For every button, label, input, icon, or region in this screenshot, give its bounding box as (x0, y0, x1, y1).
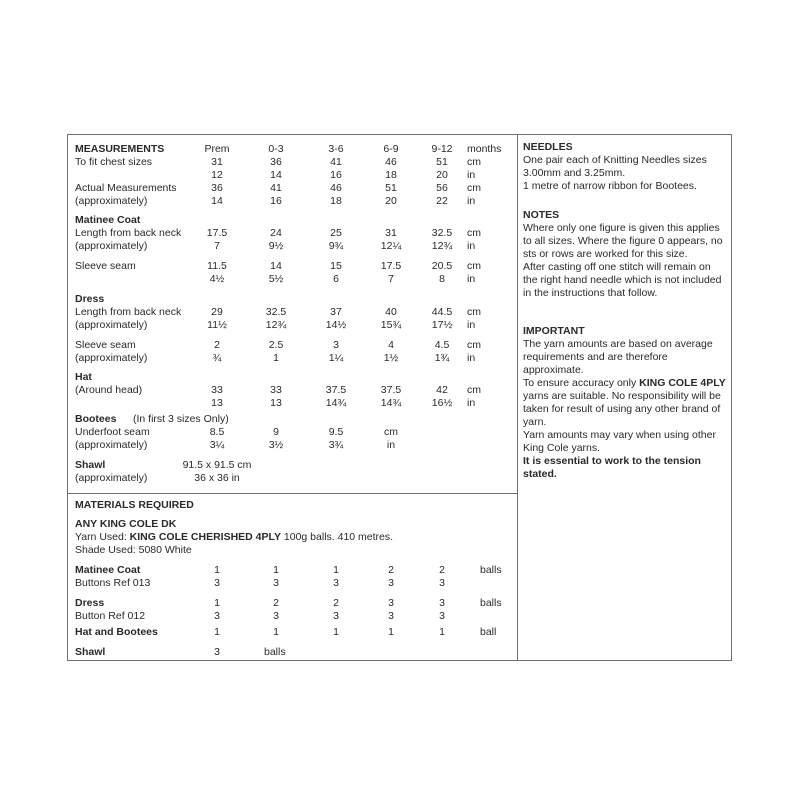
section-divider (67, 493, 518, 494)
dress-row-value: 1 (273, 352, 279, 364)
materials-matinee-value: 2 (439, 564, 445, 576)
materials-matinee-label: Matinee Coat (75, 564, 141, 576)
notes-text-1: Where only one figure is given this applies to all sizes. Where the figure 0 appears, no sts or rows are worked for this size. (523, 222, 723, 260)
dress-row-value: 1¼ (328, 352, 344, 364)
hat-row-value: 14¾ (325, 397, 347, 409)
dress-row-value: 2 (214, 339, 220, 351)
dress-row-value: 29 (211, 306, 223, 318)
dress-row-value: 44.5 (431, 306, 453, 318)
button-ref-value: 3 (439, 610, 445, 622)
chest-row-value: 51 (385, 182, 397, 194)
matinee-row-value: 4½ (209, 273, 225, 285)
matinee-row-label: (approximately) (75, 240, 148, 252)
chest-row-value: 56 (436, 182, 448, 194)
hat-row-unit: in (467, 397, 476, 409)
matinee-header: Matinee Coat (75, 214, 141, 226)
column-divider (517, 134, 518, 661)
important-text-2: To ensure accuracy only KING COLE 4PLY yarns are suitable. No responsibility will be taken for result of using any other brand of yarn. (523, 377, 726, 428)
hat-row-value: 16½ (431, 397, 453, 409)
dress-row-value: 37 (330, 306, 342, 318)
hat-row-value: 42 (436, 384, 448, 396)
bootees-header: Bootees (75, 413, 117, 425)
materials-hat-bootees-label: Hat and Bootees (75, 626, 158, 638)
materials-matinee-value: 2 (388, 564, 394, 576)
materials-matinee-unit: balls (480, 564, 502, 576)
dress-row-value: 1¾ (434, 352, 450, 364)
matinee-row-unit: in (467, 240, 476, 252)
matinee-row-value: 24 (270, 227, 282, 239)
materials-matinee-value: 1 (333, 564, 339, 576)
materials-dress-value: 2 (333, 597, 339, 609)
bootees-row-unit: in (386, 439, 396, 451)
hat-row-value: 37.5 (380, 384, 402, 396)
dress-row-unit: in (467, 352, 476, 364)
materials-shawl-unit: balls (264, 646, 286, 658)
hat-row-value: 14¾ (380, 397, 402, 409)
button-ref-value: 3 (214, 610, 220, 622)
matinee-row-value: 20.5 (431, 260, 453, 272)
needles-text-2: 1 metre of narrow ribbon for Bootees. (523, 180, 697, 192)
measurements-header: MEASUREMENTS (75, 143, 165, 155)
chest-row-value: 41 (330, 156, 342, 168)
buttons-ref-value: 3 (333, 577, 339, 589)
dress-row-label: (approximately) (75, 319, 148, 331)
chest-row-value: 51 (436, 156, 448, 168)
matinee-row-value: 9¾ (328, 240, 344, 252)
notes-section (523, 209, 728, 300)
matinee-row-label: Sleeve seam (75, 260, 136, 272)
chest-row-value: 36 (270, 156, 282, 168)
chest-row-label: To fit chest sizes (75, 156, 153, 168)
dress-header: Dress (75, 293, 105, 305)
yarn-used-line: Yarn Used: KING COLE CHERISHED 4PLY 100g balls. 410 metres. (75, 531, 394, 543)
bootees-row-value: 3¾ (328, 439, 344, 451)
buttons-ref-value: 3 (388, 577, 394, 589)
hat-row-value: 37.5 (325, 384, 347, 396)
materials-hat-bootees-value: 1 (214, 626, 220, 638)
chest-row-value: 18 (330, 195, 342, 207)
dress-row-label: Length from back neck (75, 306, 182, 318)
size-header: 6-9 (383, 143, 399, 155)
chest-row-unit: in (467, 169, 476, 181)
important-text-3: Yarn amounts may vary when using other King Cole yarns. (523, 429, 716, 454)
shawl-value-cm: 91.5 x 91.5 cm (182, 459, 252, 471)
buttons-ref-value: 3 (439, 577, 445, 589)
materials-hat-bootees-value: 1 (333, 626, 339, 638)
dress-row-value: 1½ (383, 352, 399, 364)
matinee-row-value: 17.5 (206, 227, 228, 239)
notes-text-2: After casting off one stitch will remain on the right hand needle which is not included in the instructions that follow. (523, 261, 722, 299)
needles-header: NEEDLES (523, 141, 573, 153)
size-header: 9-12 (431, 143, 453, 155)
matinee-row-value: 14 (270, 260, 282, 272)
bootees-row-value: 8.5 (209, 426, 225, 438)
chest-row-value: 36 (211, 182, 223, 194)
dress-row-value: 40 (385, 306, 397, 318)
dress-row-value: ¾ (212, 352, 222, 364)
bootees-row-value: 9 (273, 426, 279, 438)
shawl-label: (approximately) (75, 472, 148, 484)
hat-header: Hat (75, 371, 92, 383)
button-ref-value: 3 (273, 610, 279, 622)
chest-row-value: 14 (211, 195, 223, 207)
size-unit-header: months (467, 143, 502, 155)
matinee-row-value: 8 (439, 273, 445, 285)
chest-row-value: 16 (270, 195, 282, 207)
bootees-row-value: 9.5 (328, 426, 344, 438)
chest-row-value: 18 (385, 169, 397, 181)
materials-matinee-value: 1 (214, 564, 220, 576)
materials-dress-value: 2 (273, 597, 279, 609)
dress-row-value: 2.5 (268, 339, 284, 351)
matinee-row-value: 25 (330, 227, 342, 239)
materials-dress-label: Dress (75, 597, 105, 609)
chest-row-value: 22 (436, 195, 448, 207)
matinee-row-value: 12¼ (380, 240, 402, 252)
button-ref-value: 3 (388, 610, 394, 622)
bootees-row-label: (approximately) (75, 439, 148, 451)
button-ref-label: Button Ref 012 (75, 610, 146, 622)
hat-row-label: (Around head) (75, 384, 143, 396)
matinee-row-value: 32.5 (431, 227, 453, 239)
matinee-row-value: 7 (214, 240, 220, 252)
dress-row-value: 17½ (431, 319, 453, 331)
matinee-row-value: 12¾ (431, 240, 453, 252)
size-header: 0-3 (268, 143, 284, 155)
chest-row-value: 46 (330, 182, 342, 194)
chest-row-value: 14 (270, 169, 282, 181)
materials-hat-bootees-value: 1 (388, 626, 394, 638)
hat-row-value: 33 (211, 384, 223, 396)
materials-shawl-value: 3 (214, 646, 220, 658)
size-header: 3-6 (328, 143, 344, 155)
dress-row-unit: cm (467, 306, 481, 318)
dress-row-unit: in (467, 319, 476, 331)
matinee-row-value: 9½ (268, 240, 284, 252)
important-header: IMPORTANT (523, 325, 585, 337)
needles-text-1: One pair each of Knitting Needles sizes 3.00mm and 3.25mm. (523, 154, 707, 179)
materials-subheader: ANY KING COLE DK (75, 518, 177, 530)
chest-row-label: Actual Measurements (75, 182, 177, 194)
needles-section (523, 141, 728, 193)
dress-row-label: (approximately) (75, 352, 148, 364)
bootees-note: (In first 3 sizes Only) (133, 413, 229, 425)
materials-matinee-value: 1 (273, 564, 279, 576)
materials-dress-value: 3 (439, 597, 445, 609)
dress-row-value: 11½ (207, 319, 227, 331)
chest-row-value: 12 (211, 169, 223, 181)
materials-hat-bootees-value: 1 (439, 626, 445, 638)
materials-header: MATERIALS REQUIRED (75, 499, 194, 511)
hat-row-unit: cm (467, 384, 481, 396)
hat-row-value: 13 (211, 397, 223, 409)
materials-hat-bootees-unit: ball (480, 626, 497, 638)
materials-dress-value: 3 (388, 597, 394, 609)
bootees-row-value: 3½ (268, 439, 284, 451)
shawl-value-in: 36 x 36 in (194, 472, 240, 484)
size-header: Prem (204, 143, 230, 155)
matinee-row-value: 11.5 (207, 260, 227, 272)
materials-shawl-label: Shawl (75, 646, 106, 658)
shade-used: Shade Used: 5080 White (75, 544, 192, 556)
bootees-row-value: 3¼ (209, 439, 225, 451)
chest-row-value: 41 (270, 182, 282, 194)
dress-row-value: 15¾ (380, 319, 402, 331)
chest-row-unit: cm (467, 156, 481, 168)
chest-row-value: 46 (385, 156, 397, 168)
hat-row-value: 33 (270, 384, 282, 396)
materials-hat-bootees-value: 1 (273, 626, 279, 638)
chest-row-value: 31 (211, 156, 223, 168)
dress-row-unit: cm (467, 339, 481, 351)
bootees-row-label: Underfoot seam (75, 426, 150, 438)
dress-row-value: 12¾ (265, 319, 287, 331)
matinee-row-value: 15 (330, 260, 342, 272)
button-ref-value: 3 (333, 610, 339, 622)
matinee-row-value: 6 (333, 273, 339, 285)
chest-row-unit: cm (467, 182, 481, 194)
dress-row-value: 32.5 (265, 306, 287, 318)
buttons-ref-label: Buttons Ref 013 (75, 577, 151, 589)
hat-row-value: 13 (270, 397, 282, 409)
buttons-ref-value: 3 (273, 577, 279, 589)
dress-row-value: 4 (388, 339, 394, 351)
matinee-row-label: Length from back neck (75, 227, 182, 239)
bootees-row-unit: cm (384, 426, 398, 438)
materials-dress-unit: balls (480, 597, 502, 609)
matinee-row-unit: cm (467, 260, 481, 272)
matinee-row-unit: cm (467, 227, 481, 239)
dress-row-value: 4.5 (434, 339, 450, 351)
chest-row-unit: in (467, 195, 476, 207)
matinee-row-unit: in (467, 273, 476, 285)
shawl-header: Shawl (75, 459, 106, 471)
dress-row-value: 14½ (325, 319, 347, 331)
matinee-row-value: 31 (385, 227, 397, 239)
matinee-row-value: 17.5 (380, 260, 402, 272)
chest-row-value: 16 (330, 169, 342, 181)
notes-header: NOTES (523, 209, 560, 221)
important-text-4: It is essential to work to the tension stated. (523, 455, 701, 480)
matinee-row-value: 5½ (268, 273, 284, 285)
chest-row-label: (approximately) (75, 195, 148, 207)
important-text-1: The yarn amounts are based on average requirements and are therefore approximate. (523, 338, 713, 376)
buttons-ref-value: 3 (214, 577, 220, 589)
matinee-row-value: 7 (388, 273, 394, 285)
materials-dress-value: 1 (214, 597, 220, 609)
chest-row-value: 20 (385, 195, 397, 207)
dress-row-label: Sleeve seam (75, 339, 136, 351)
chest-row-value: 20 (436, 169, 448, 181)
dress-row-value: 3 (333, 339, 339, 351)
important-section (523, 325, 728, 481)
